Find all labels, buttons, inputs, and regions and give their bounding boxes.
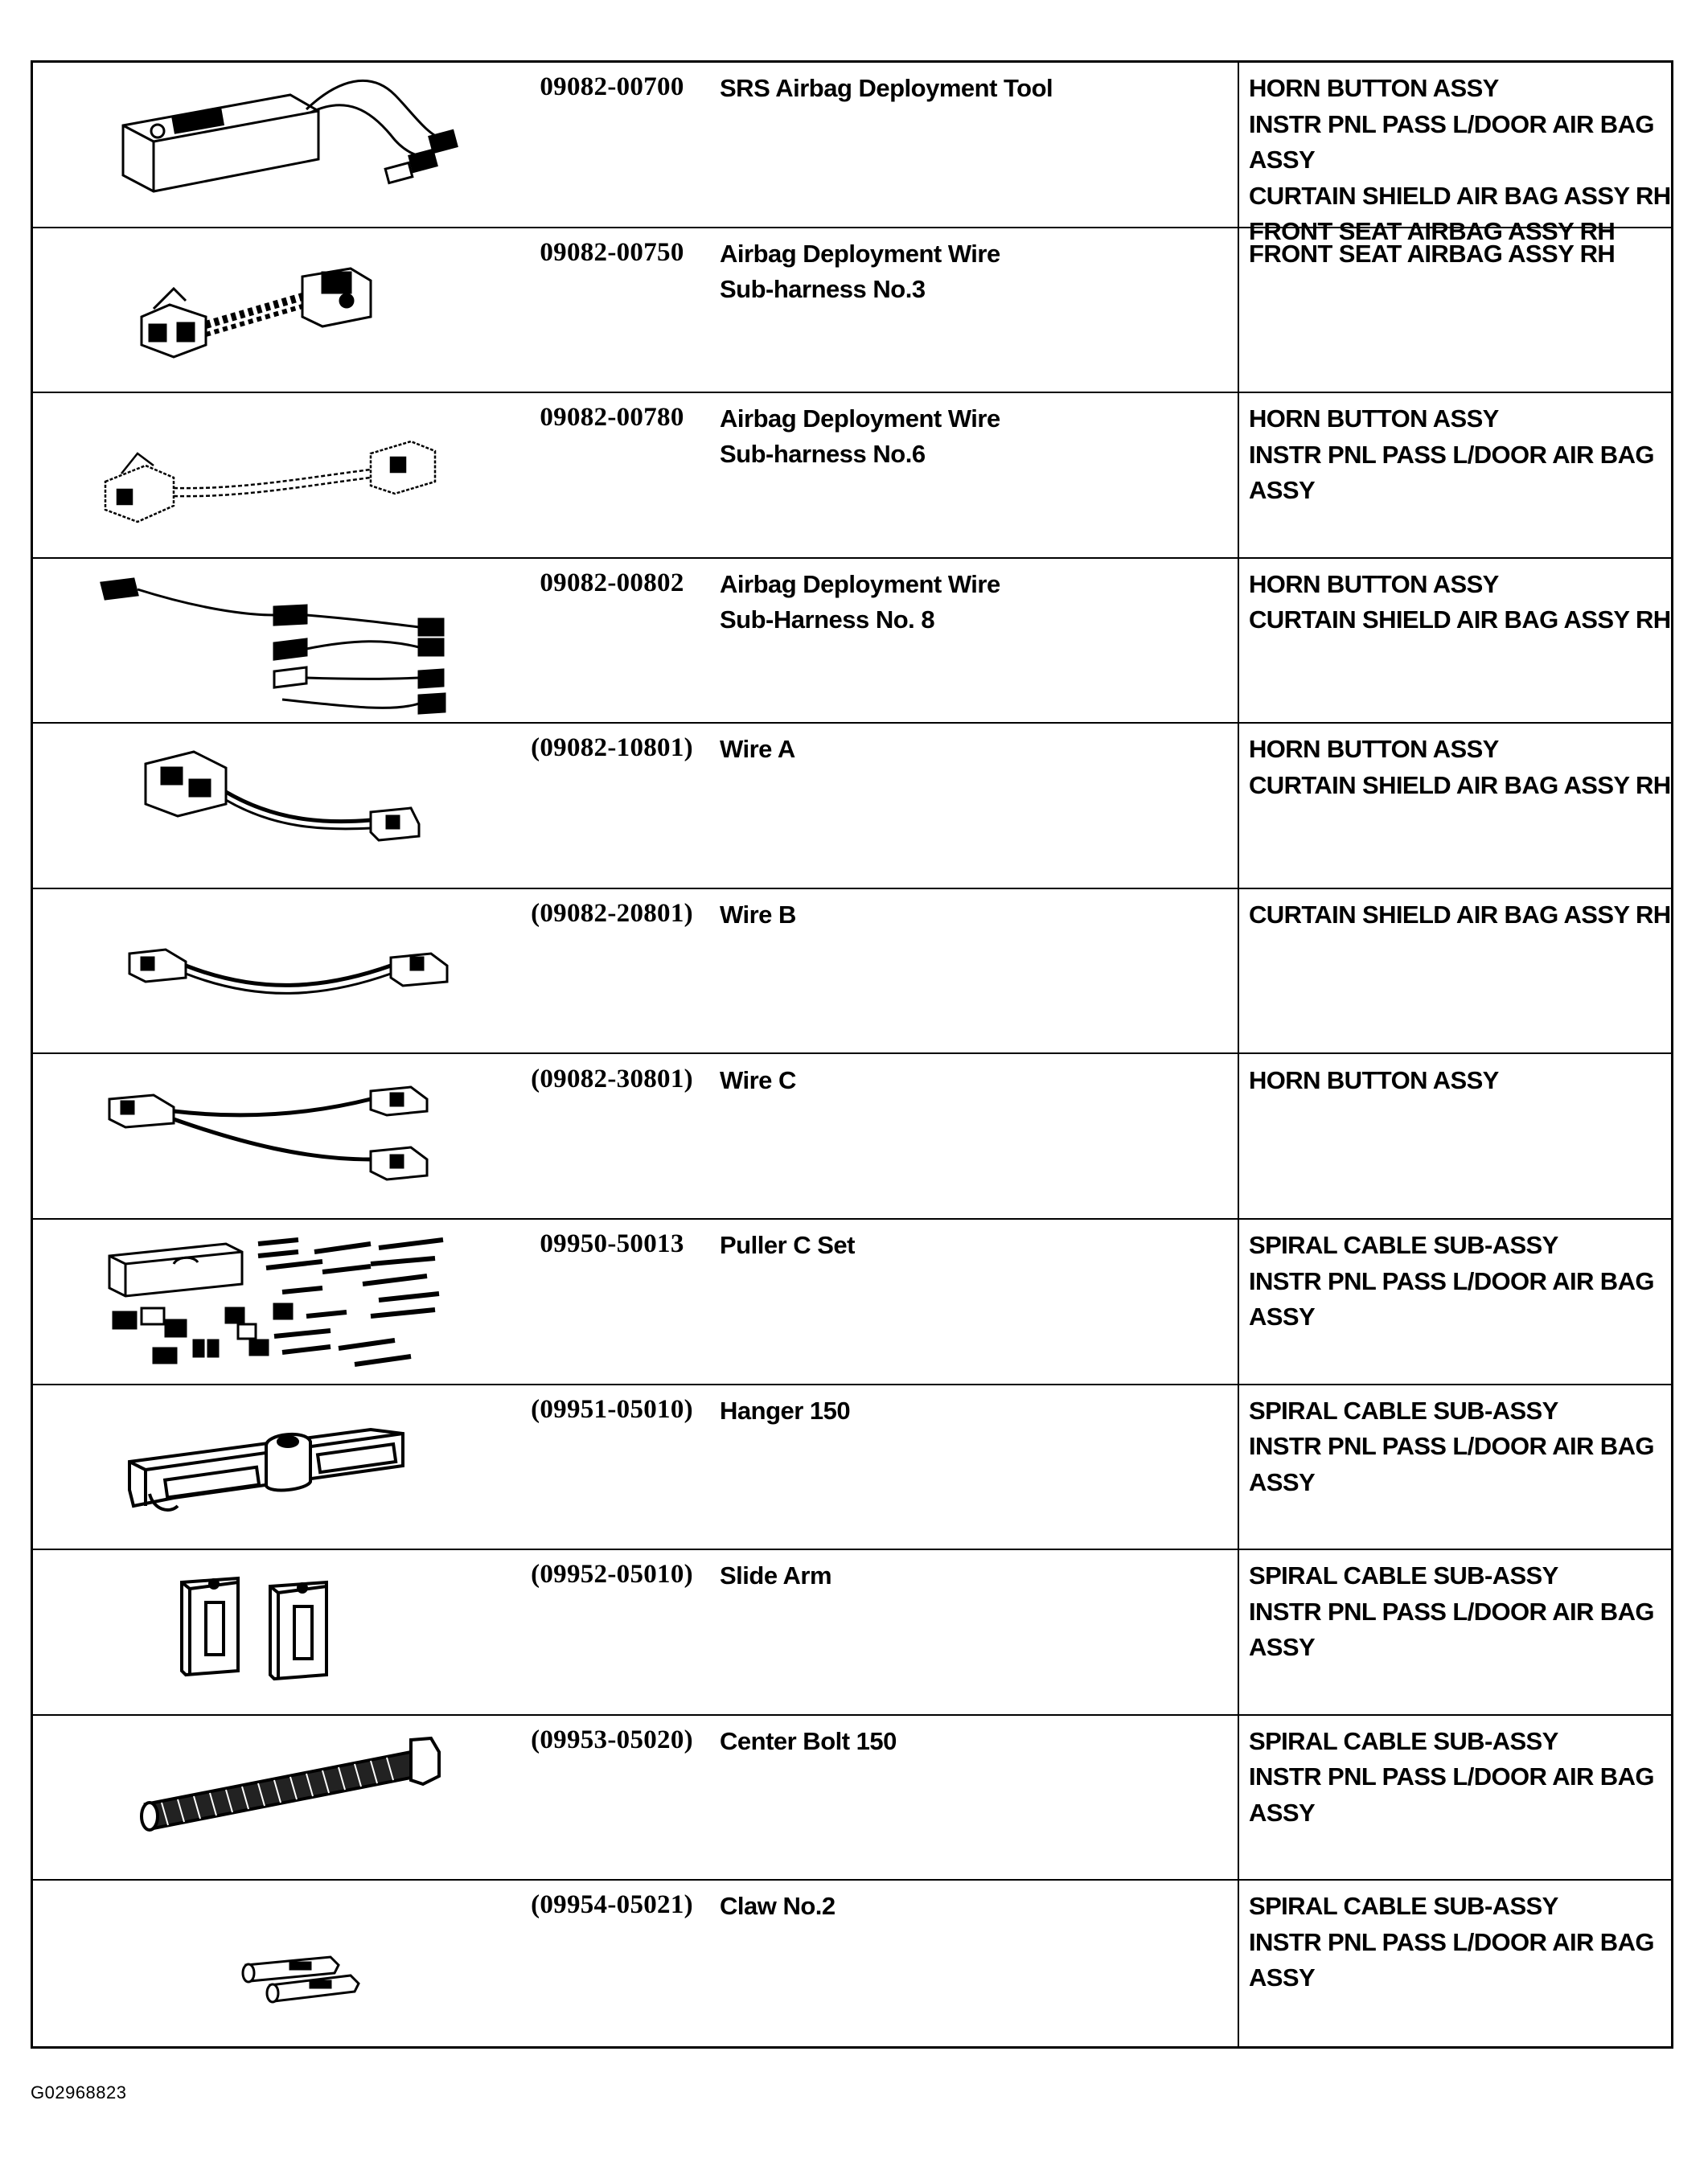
- tool-name: Puller C Set: [720, 1231, 855, 1260]
- application-item: SPIRAL CABLE SUB-ASSY: [1249, 1726, 1558, 1755]
- application-item: HORN BUTTON ASSY: [1249, 569, 1499, 598]
- application-list: [1249, 1063, 1671, 1099]
- tool-name: Airbag Deployment Wire Sub-Harness No. 8: [720, 569, 1000, 634]
- application-list: [1249, 1228, 1671, 1335]
- part-number: (09953-05020): [531, 1725, 693, 1754]
- part-number: (09952-05010): [531, 1560, 693, 1590]
- figure-code: G02968823: [31, 2082, 127, 2103]
- puller-c-set-icon: [33, 1220, 499, 1384]
- table-row: [33, 559, 1671, 724]
- slide-arm-icon: [33, 1550, 499, 1714]
- wire-b-icon: [33, 889, 499, 1053]
- application-item: SPIRAL CABLE SUB-ASSY: [1249, 1892, 1558, 1921]
- part-number: 09082-00750: [540, 237, 684, 267]
- application-list: [1249, 567, 1671, 638]
- application-item: HORN BUTTON ASSY: [1249, 404, 1499, 433]
- table-row: [33, 228, 1671, 394]
- table-row: [33, 1385, 1671, 1551]
- table-row: [33, 1881, 1671, 2046]
- application-item: INSTR PNL PASS L/DOOR AIR BAG ASSY: [1249, 1432, 1654, 1496]
- hanger-icon: [33, 1385, 499, 1549]
- tool-name: Claw No.2: [720, 1892, 836, 1921]
- table-row: [33, 1716, 1671, 1881]
- application-item: FRONT SEAT AIRBAG ASSY RH: [1249, 217, 1616, 245]
- application-list: [1249, 1724, 1671, 1832]
- application-item: CURTAIN SHIELD AIR BAG ASSY RH: [1249, 181, 1671, 210]
- application-item: CURTAIN SHIELD AIR BAG ASSY RH: [1249, 770, 1671, 799]
- application-list: [1249, 236, 1671, 273]
- application-list: [1249, 1393, 1671, 1501]
- application-item: HORN BUTTON ASSY: [1249, 735, 1499, 764]
- application-list: [1249, 732, 1671, 803]
- application-item: SPIRAL CABLE SUB-ASSY: [1249, 1561, 1558, 1590]
- application-item: INSTR PNL PASS L/DOOR AIR BAG ASSY: [1249, 109, 1654, 174]
- sub-harness-no6-icon: [33, 393, 499, 557]
- table-row: [33, 393, 1671, 559]
- tool-name: Slide Arm: [720, 1561, 832, 1590]
- application-list: [1249, 897, 1671, 933]
- application-item: INSTR PNL PASS L/DOOR AIR BAG ASSY: [1249, 1927, 1654, 1992]
- part-number: 09082-00802: [540, 568, 684, 597]
- tool-name: Airbag Deployment Wire Sub-harness No.6: [720, 404, 1000, 469]
- application-list: [1249, 1889, 1671, 1996]
- table-row: [33, 724, 1671, 889]
- application-item: INSTR PNL PASS L/DOOR AIR BAG ASSY: [1249, 440, 1654, 505]
- application-list: [1249, 401, 1671, 509]
- table-row: [33, 1055, 1671, 1221]
- application-item: INSTR PNL PASS L/DOOR AIR BAG ASSY: [1249, 1597, 1654, 1662]
- tool-name: Center Bolt 150: [720, 1726, 897, 1755]
- application-item: INSTR PNL PASS L/DOOR AIR BAG ASSY: [1249, 1762, 1654, 1827]
- deployment-tool-icon: [33, 63, 499, 227]
- part-number: 09082-00780: [540, 403, 684, 433]
- part-number: (09954-05021): [531, 1890, 693, 1920]
- wire-a-icon: [33, 724, 499, 888]
- table-row: [33, 1550, 1671, 1716]
- tool-table: [31, 60, 1673, 2049]
- application-item: FRONT SEAT AIRBAG ASSY RH: [1249, 239, 1616, 268]
- center-bolt-icon: [33, 1716, 499, 1880]
- part-number: 09082-00700: [540, 72, 684, 101]
- part-number: (09082-30801): [531, 1064, 693, 1093]
- sub-harness-no8-icon: [33, 559, 499, 723]
- table-row: [33, 1220, 1671, 1385]
- table-row: [33, 63, 1671, 245]
- tool-name: Wire C: [720, 1065, 796, 1094]
- application-item: HORN BUTTON ASSY: [1249, 1065, 1499, 1094]
- wire-c-icon: [33, 1055, 499, 1219]
- table-row: [33, 889, 1671, 1055]
- application-list: [1249, 1558, 1671, 1666]
- tool-name: Wire A: [720, 735, 795, 764]
- tool-name: Wire B: [720, 900, 796, 929]
- part-number: (09082-20801): [531, 898, 693, 928]
- tool-name: SRS Airbag Deployment Tool: [720, 74, 1053, 102]
- tool-name: Airbag Deployment Wire Sub-harness No.3: [720, 239, 1000, 303]
- application-list: [1249, 71, 1671, 250]
- application-item: CURTAIN SHIELD AIR BAG ASSY RH: [1249, 605, 1671, 634]
- part-number: 09950-50013: [540, 1229, 684, 1259]
- part-number: (09951-05010): [531, 1394, 693, 1424]
- claw-icon: [33, 1881, 499, 2046]
- application-item: CURTAIN SHIELD AIR BAG ASSY RH: [1249, 900, 1671, 929]
- sub-harness-no3-icon: [33, 228, 499, 392]
- application-item: SPIRAL CABLE SUB-ASSY: [1249, 1396, 1558, 1425]
- tool-name: Hanger 150: [720, 1396, 851, 1425]
- application-item: HORN BUTTON ASSY: [1249, 74, 1499, 102]
- part-number: (09082-10801): [531, 733, 693, 763]
- application-item: SPIRAL CABLE SUB-ASSY: [1249, 1231, 1558, 1260]
- application-item: INSTR PNL PASS L/DOOR AIR BAG ASSY: [1249, 1266, 1654, 1331]
